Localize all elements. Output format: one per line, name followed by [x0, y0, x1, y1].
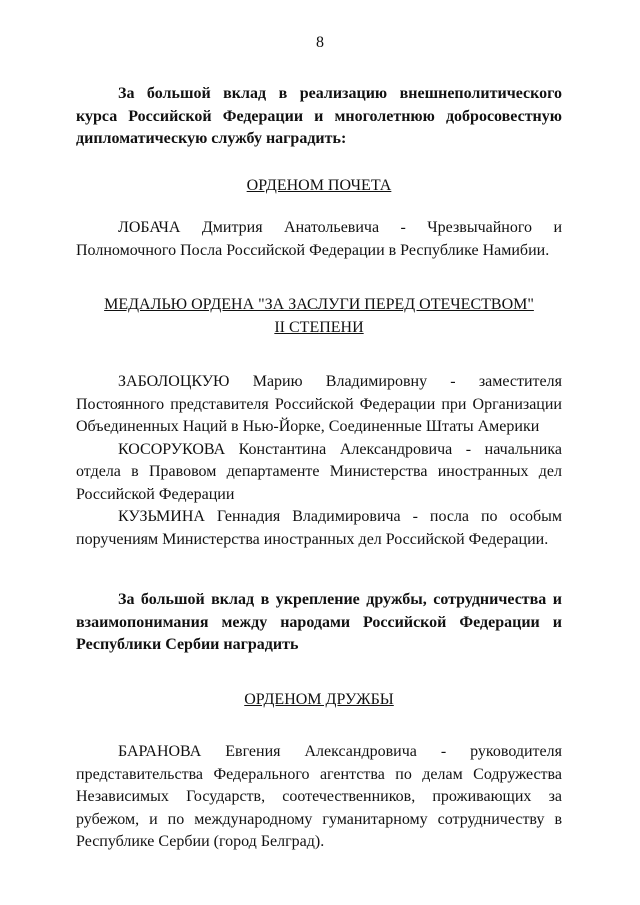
recipient-paragraph: ЗАБОЛОЦКУЮ Марию Владимировну - заместителя Постоянного представителя Российской Федерации при Организации Объединенных Наций в Нью-Йорке, Соединенные Штаты Америки	[76, 373, 562, 435]
award-heading: ОРДЕНОМ ПОЧЕТА	[246, 176, 392, 194]
award-heading-degree: II СТЕПЕНИ	[274, 318, 364, 336]
recipient-paragraph: КОСОРУКОВА Константина Александровича - начальника отдела в Правовом департаменте Министерства иностранных дел Российской Федерации	[76, 440, 562, 503]
recipient-paragraph: КУЗЬМИНА Геннадия Владимировича - посла по особым поручениям Министерства иностранных дел Российской Федерации.	[76, 508, 562, 548]
page-number: 8	[316, 34, 324, 51]
section-intro: За большой вклад в реализацию внешнеполитического курса Российской Федерации и многолетнюю добросовестную дипломатическую службу наградить:	[76, 85, 562, 147]
recipient-paragraph: ЛОБАЧА Дмитрия Анатольевича - Чрезвычайного и Полномочного Посла Российской Федерации в Республике Намибии.	[76, 219, 562, 259]
document-body	[76, 83, 562, 854]
award-heading: МЕДАЛЬЮ ОРДЕНА "ЗА ЗАСЛУГИ ПЕРЕД ОТЕЧЕСТВОМ"	[104, 296, 534, 313]
award-heading: ОРДЕНОМ ДРУЖБЫ	[244, 690, 394, 708]
recipient-paragraph: БАРАНОВА Евгения Александровича - руководителя представительства Федерального агентства по делам Содружества Независимых Государств, соотечественников, проживающих за рубежом, и по международному гуманитарному сотрудничеству в Республике Сербии (город Белград).	[76, 743, 562, 850]
section-intro: За большой вклад в укрепление дружбы, сотрудничества и взаимопонимания между народами Российской Федерации и Республики Сербии наградить	[76, 591, 562, 653]
